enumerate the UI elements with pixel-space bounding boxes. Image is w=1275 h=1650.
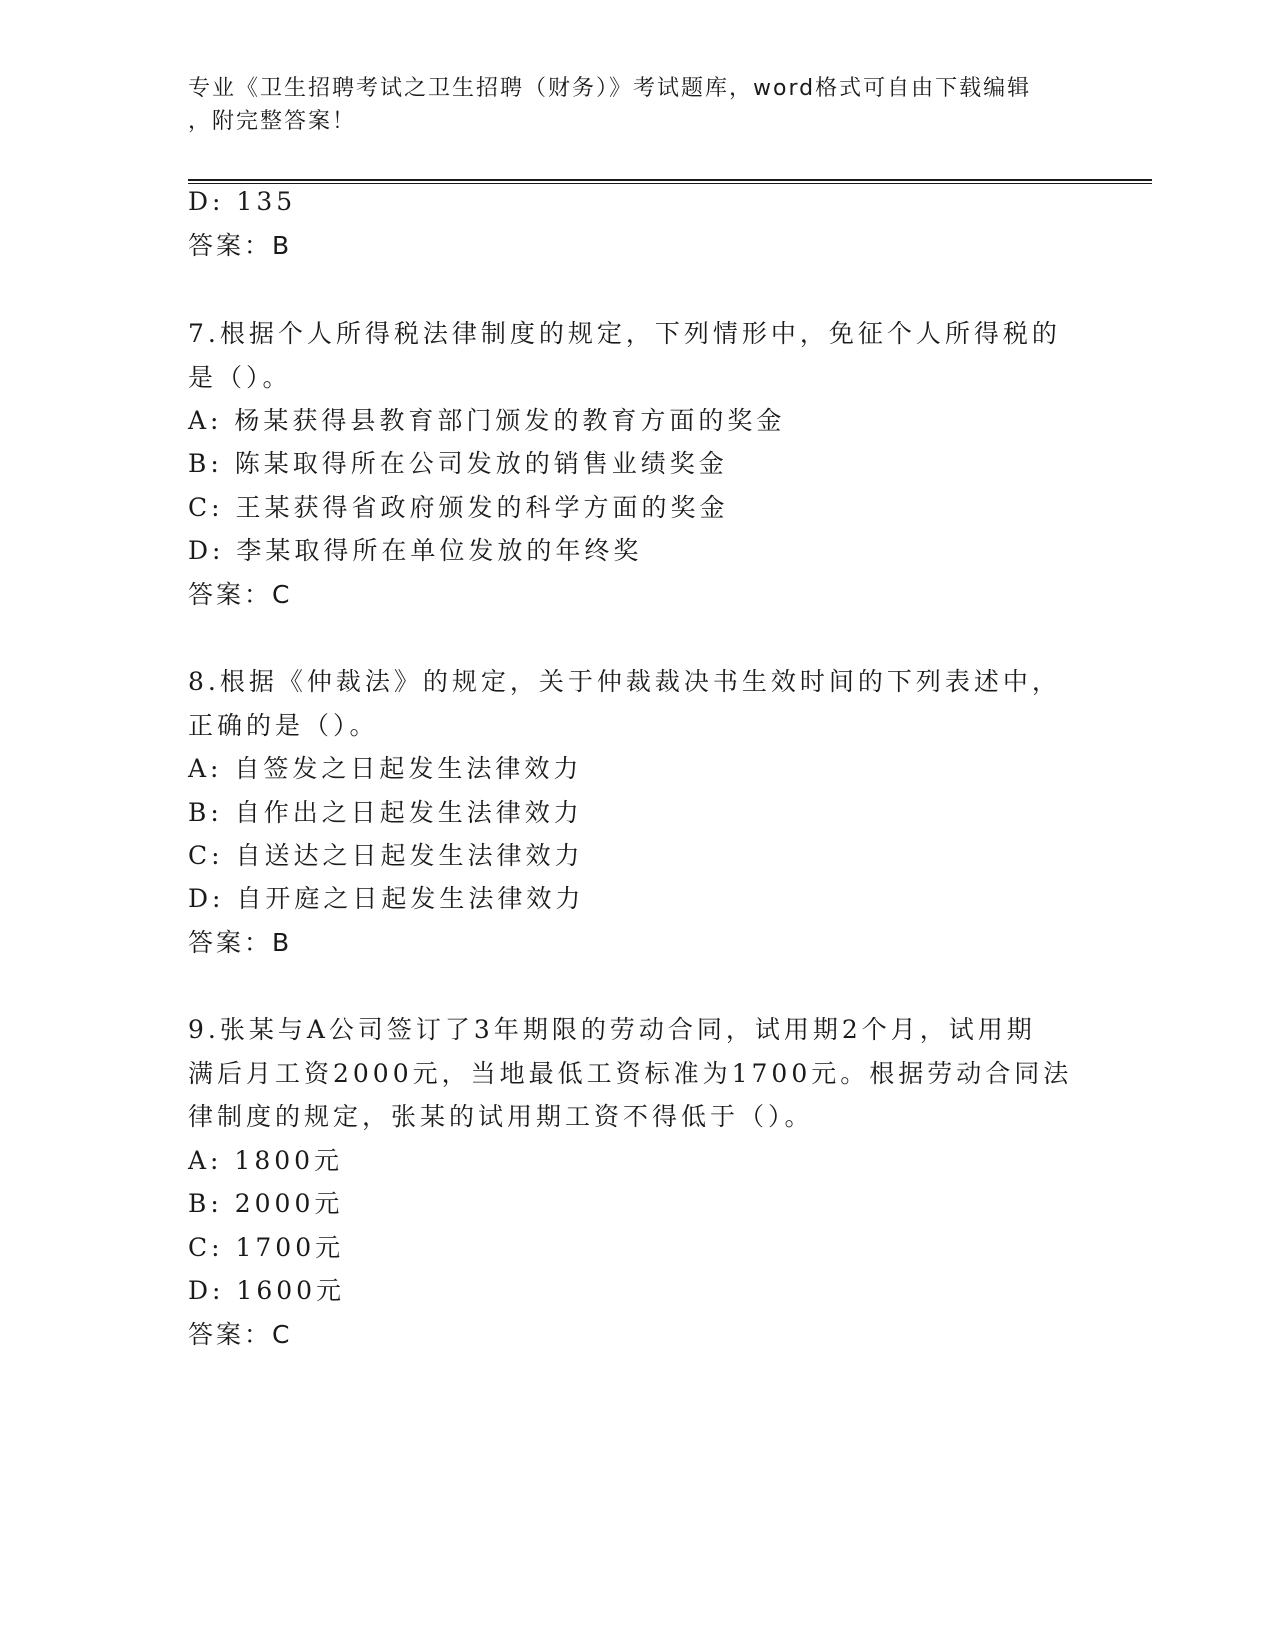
header-divider: [188, 179, 1152, 184]
q9-stem-line-1: 9.张某与A公司签订了3年期限的劳动合同，试用期2个月，试用期: [188, 1015, 1036, 1044]
q7-option-a: A: 杨某获得县教育部门颁发的教育方面的奖金: [188, 406, 786, 435]
q7-stem-line-2: 是（）。: [188, 363, 292, 392]
q8-answer: 答案：B: [188, 928, 293, 957]
header-line-2: ，附完整答案！: [188, 109, 357, 134]
q9-option-b: B: 2000元: [188, 1189, 344, 1218]
q9-stem-line-3: 律制度的规定，张某的试用期工资不得低于（）。: [188, 1102, 814, 1131]
q8-stem-line-1: 8.根据《仲裁法》的规定，关于仲裁裁决书生效时间的下列表述中，: [188, 667, 1061, 696]
q7-option-c: C: 王某获得省政府颁发的科学方面的奖金: [188, 493, 729, 522]
q7-answer: 答案：C: [188, 580, 293, 609]
q7-option-d: D: 李某取得所在单位发放的年终奖: [188, 536, 643, 565]
q7-option-b: B: 陈某取得所在公司发放的销售业绩奖金: [188, 449, 728, 478]
header-line-1: 专业《卫生招聘考试之卫生招聘（财务）》考试题库，word格式可自由下载编辑: [188, 76, 1032, 101]
q9-stem-line-2: 满后月工资2000元，当地最低工资标准为1700元。根据劳动合同法: [188, 1059, 1073, 1088]
q7-stem-line-1: 7.根据个人所得税法律制度的规定，下列情形中，免征个人所得税的: [188, 319, 1061, 348]
q8-option-c: C: 自送达之日起发生法律效力: [188, 841, 584, 870]
q8-option-a: A: 自签发之日起发生法律效力: [188, 754, 583, 783]
prev-answer: 答案：B: [188, 231, 293, 260]
q8-option-b: B: 自作出之日起发生法律效力: [188, 798, 583, 827]
document-header: [188, 72, 1068, 138]
prev-option-d: D: 135: [188, 187, 297, 216]
q9-option-c: C: 1700元: [188, 1233, 345, 1262]
q8-option-d: D: 自开庭之日起发生法律效力: [188, 884, 585, 913]
q9-answer: 答案：C: [188, 1320, 293, 1349]
q9-option-d: D: 1600元: [188, 1276, 346, 1305]
q8-stem-line-2: 正确的是（）。: [188, 711, 379, 740]
q9-option-a: A: 1800元: [188, 1146, 344, 1175]
